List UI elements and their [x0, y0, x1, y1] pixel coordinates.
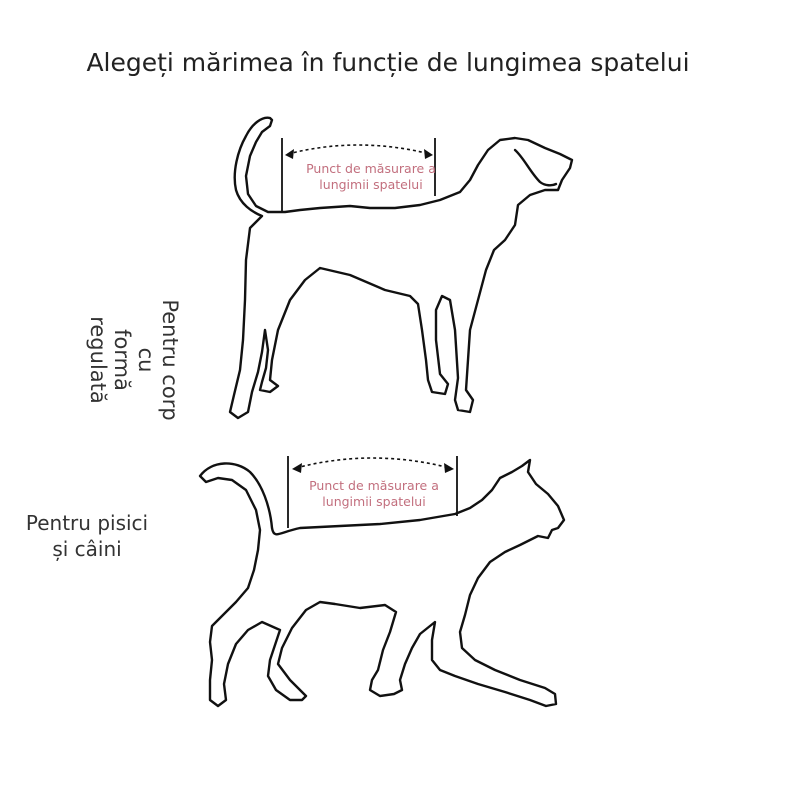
dog-arrow-right-head: [424, 149, 433, 159]
dog-measure-arrow: [288, 145, 430, 154]
dog-measure-label-line1: Punct de măsurare a: [306, 161, 436, 176]
cat-arrow-left-head: [292, 463, 302, 473]
cat-measure-label: [288, 478, 460, 510]
dog-category-label-line1: Pentru corp cu: [134, 299, 182, 421]
dog-arrow-left-head: [285, 149, 294, 159]
dog-category-label-line2: formă regulată: [86, 316, 134, 404]
cat-measure-arrow: [296, 458, 450, 468]
cat-category-label-line2: și câini: [52, 537, 122, 561]
cat-arrow-right-head: [444, 463, 454, 473]
dog-ear: [515, 150, 556, 185]
dog-measure-label: [286, 161, 456, 193]
cat-category-label-line1: Pentru pisici: [25, 511, 149, 535]
page-title: Alegeți mărimea în funcție de lungimea spatelui: [86, 48, 690, 77]
dog-measure-label-line2: lungimii spatelui: [319, 177, 423, 192]
cat-measure-label-line2: lungimii spatelui: [322, 494, 426, 509]
cat-measure-label-line1: Punct de măsurare a: [309, 478, 439, 493]
